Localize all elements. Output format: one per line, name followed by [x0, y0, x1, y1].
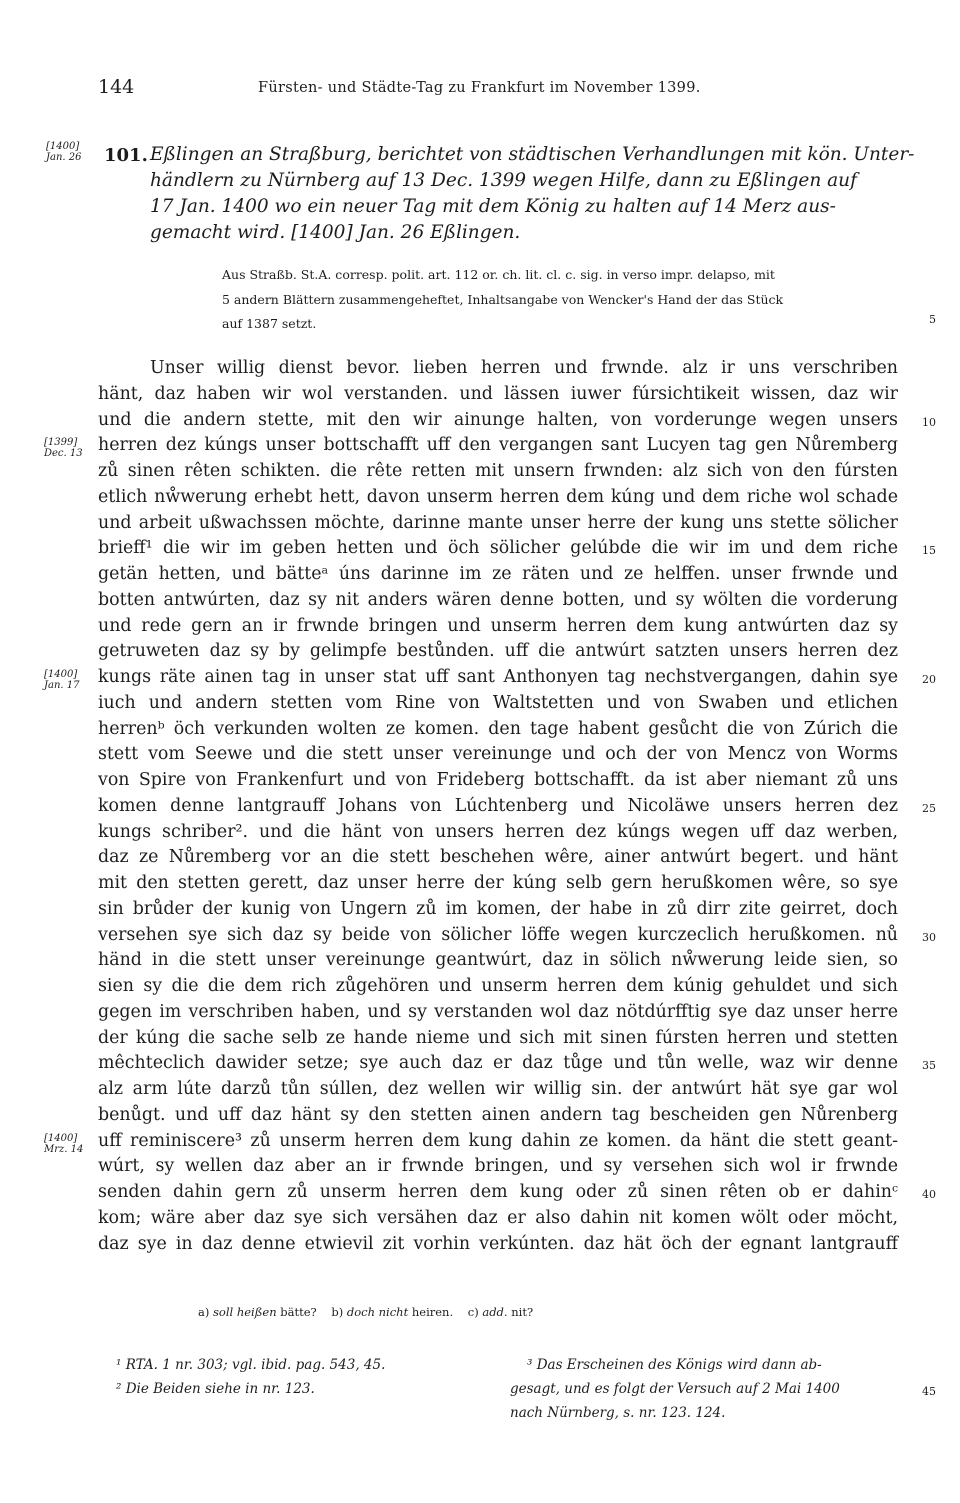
body-line: herren dez kúngs unser bottschafft uff den vergangen sant Lucyen tag gen Nůremberg	[98, 435, 898, 456]
margin-date-note: [1399] Dec. 13	[44, 437, 83, 460]
line-number: 15	[922, 544, 936, 558]
document-heading-line: Eßlingen an Straßburg, berichtet von städtischen Verhandlungen mit kön. Unter-	[150, 144, 915, 165]
footnote: ² Die Beiden siehe in nr. 123.	[116, 1381, 315, 1397]
body-line: daz sye in daz denne etwievil zit vorhin verkúnten. daz hät öch der egnant lantgrauff	[98, 1233, 898, 1254]
body-line: senden dahin gern zů unserm herren dem kung oder zů sinen rêten ob er dahinᶜ	[98, 1182, 898, 1202]
body-line: benůgt. und uff daz hänt sy den stetten ainen andern tag bescheiden gen Nůrenberg	[98, 1104, 898, 1125]
body-line: mêchteclich dawider setze; sye auch daz er daz tůge und tůn welle, waz wir denne	[98, 1053, 898, 1074]
source-line: auf 1387 setzt.	[222, 316, 317, 331]
body-line: getruweten daz sy by gelimpfe bestůnden. uff die antwúrt satzten unsers herren dez	[98, 641, 898, 662]
margin-date-note: [1400] Jan. 17	[44, 669, 80, 691]
body-line: Unser willig dienst bevor. lieben herren und frwnde. alz ir uns verschriben	[150, 358, 898, 378]
line-number: 45	[922, 1385, 936, 1398]
body-line: herrenᵇ öch verkunden wolten ze komen. den tage habent gesůcht die von Zúrich die	[98, 718, 898, 739]
running-head: Fürsten- und Städte-Tag zu Frankfurt im November 1399.	[258, 80, 701, 96]
document-heading-line: 17 Jan. 1400 wo ein neuer Tag mit dem König zu halten auf 14 Merz aus-	[150, 196, 836, 217]
body-line: kungs schriber². und die hänt von unsers herren dez kúngs wegen uff daz werben,	[98, 821, 898, 842]
body-line: von Spire von Frankenfurt und von Frideberg bottschafft. da ist aber niemant zů uns	[98, 770, 898, 790]
critical-notes: a) soll heißen bätte? b) doch nicht heiren. c) add. nit?	[198, 1305, 534, 1319]
body-line: daz ze Nůremberg vor an die stett beschehen wêre, ainer antwúrt begert. und hänt	[98, 847, 898, 868]
body-line: sin brůder der kunig von Ungern zů im komen, der habe in zů dirr zite geirret, doch	[98, 898, 898, 919]
body-line: botten antwúrten, daz sy nit anders wären denne botten, und sy wölten die vorderung	[98, 589, 898, 610]
body-line: zů sinen rêten schikten. die rête retten mit unsern frwnden: alz sich von den fúrsten	[98, 461, 898, 481]
body-line: kungs räte ainen tag in unser stat uff sant Anthonyen tag nechstvergangen, dahin sye	[98, 667, 898, 687]
body-line: iuch und andern stetten vom Rine von Waltstetten und von Swaben und etlichen	[98, 692, 898, 713]
line-number: 5	[929, 312, 936, 326]
body-line: kom; wäre aber daz sye sich versähen daz er also dahin nit komen wölt oder möcht,	[98, 1207, 898, 1228]
footnote: ¹ RTA. 1 nr. 303; vgl. ibid. pag. 543, 45.	[116, 1357, 386, 1373]
line-number: 35	[922, 1059, 936, 1073]
body-line: etlich nẘwerung erhebt hett, davon unserm herren dem kúng und dem riche wol schade	[98, 486, 898, 507]
body-line: mit den stetten gerett, daz unser herre der kúng selb gern herußkomen wêre, so sye	[98, 873, 898, 893]
footnote: ³ Das Erscheinen des Königs wird dann ab-	[527, 1357, 822, 1373]
line-number: 40	[922, 1188, 936, 1201]
document-number: 101.	[104, 145, 148, 166]
body-line: versehen sye sich daz sy beide von sölicher löffe wegen kurczeclich herußkomen. nů	[98, 924, 898, 945]
body-line: uff reminiscere³ zů unserm herren dem kung dahin ze komen. da hänt die stett geant-	[98, 1130, 898, 1151]
body-line: sien sy die die dem rich zůgehören und unserm herren dem kúnig gehuldet und sich	[98, 976, 898, 996]
body-line: komen denne lantgrauff Johans von Lúchtenberg und Nicoläwe unsers herren dez	[98, 795, 898, 816]
body-line: und rede gern an ir frwnde bringen und unserm herren dem kung antwúrten daz sy	[98, 615, 898, 636]
source-line: Aus Straßb. St.A. corresp. polit. art. 112 or. ch. lit. cl. c. sig. in verso impr. delapso, mit	[222, 267, 775, 282]
source-line: 5 andern Blättern zusammengeheftet, Inhaltsangabe von Wencker's Hand der das Stück	[222, 292, 784, 307]
line-number: 10	[922, 415, 936, 429]
body-line: stett vom Seewe und die stett unser vereinunge und och der von Mencz von Worms	[98, 744, 898, 765]
body-line: alz arm lúte darzů tůn súllen, dez wellen wir willig sin. der antwúrt hät sye gar wol	[98, 1079, 898, 1099]
body-line: händ in die stett unser vereinunge geantwúrt, daz in sölich nẘwerung leide sien, so	[98, 950, 898, 971]
body-line: der kúng die sache selb ze hande nieme und sich mit sinen fúrsten herren und stetten	[98, 1027, 898, 1048]
body-line: und arbeit ußwachssen möchte, darinne mante unser herre der kung uns stette sölicher	[98, 512, 898, 533]
line-number: 25	[922, 801, 936, 815]
line-number: 30	[922, 930, 936, 944]
document-margin-date: [1400] Jan. 26	[46, 141, 82, 163]
document-heading-line: gemacht wird. [1400] Jan. 26 Eßlingen.	[150, 222, 521, 243]
body-line: und die andern stette, mit den wir ainunge halten, von vorderunge wegen unsers	[98, 409, 898, 430]
body-line: hänt, daz haben wir wol verstanden. und lässen iuwer fúrsichtikeit wissen, daz wir	[98, 383, 898, 404]
body-line: gegen im verschriben haben, und sy verstanden wol daz nötdúrfftig sye daz unser herre	[98, 1001, 898, 1022]
document-heading-line: händlern zu Nürnberg auf 13 Dec. 1399 wegen Hilfe, dann zu Eßlingen auf	[150, 170, 857, 191]
footnote: nach Nürnberg, s. nr. 123. 124.	[510, 1405, 726, 1421]
footnote: gesagt, und es folgt der Versuch auf 2 Mai 1400	[510, 1381, 840, 1397]
page-number: 144	[98, 76, 135, 98]
body-line: wúrt, sy wellen daz aber an ir frwnde bringen, und sy versehen sich wol ir frwnde	[98, 1156, 898, 1177]
body-line: getän hetten, und bätteᵃ úns darinne im ze räten und ze helffen. unser frwnde und	[98, 564, 898, 584]
body-line: brieff¹ die wir im geben hetten und öch sölicher gelúbde die wir im und dem riche	[98, 538, 898, 559]
margin-date-note: [1400] Mrz. 14	[44, 1132, 84, 1155]
line-number: 20	[922, 673, 936, 686]
